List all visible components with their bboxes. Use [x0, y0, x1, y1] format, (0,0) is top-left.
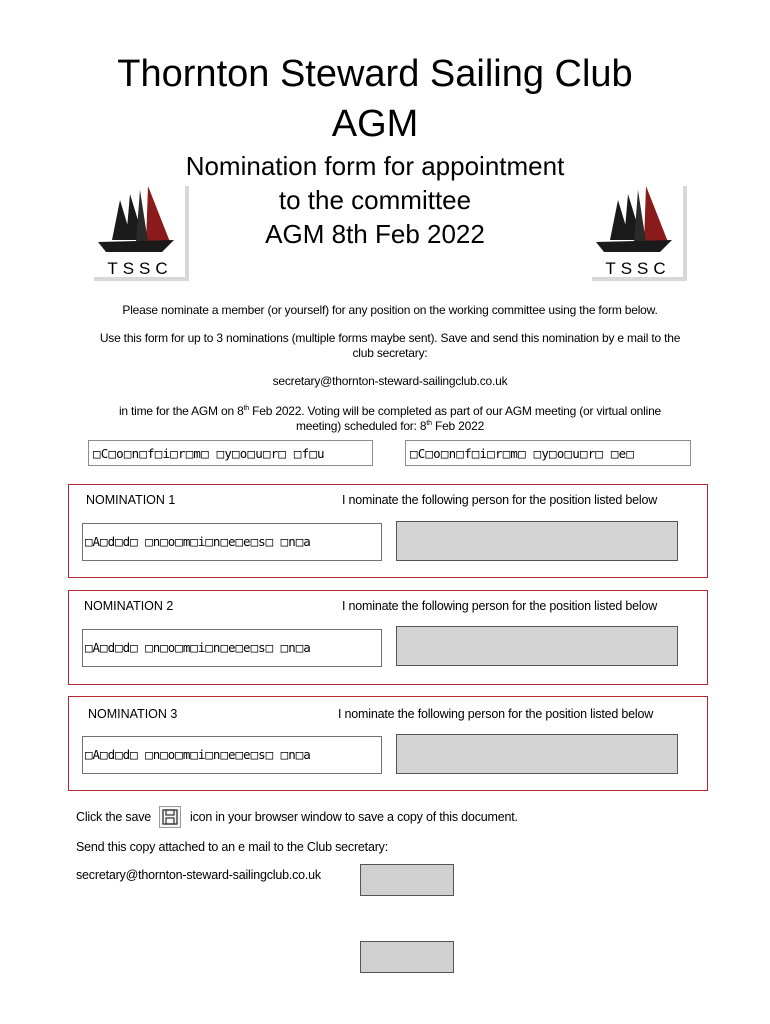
save-instruction-post: icon in your browser window to save a copy of this document. — [190, 810, 518, 824]
hull — [596, 240, 672, 252]
send-instruction: Send this copy attached to an e mail to the Club secretary: — [76, 840, 388, 854]
logo-text: TSSC — [605, 259, 671, 278]
nomination-2-title: NOMINATION 2 — [84, 599, 174, 613]
nomination-1-title: NOMINATION 1 — [86, 493, 176, 507]
secretary-email: secretary@thornton-steward-sailingclub.co.uk — [272, 374, 508, 388]
nomination-2-description: I nominate the following person for the position listed below — [342, 599, 658, 613]
logo-text: TSSC — [107, 259, 173, 278]
confirm-full-name-field[interactable]: □C□o□n□f□i□r□m□ □y□o□u□r□ □f□u — [88, 440, 373, 466]
tssc-logo-right — [588, 182, 688, 282]
nomination-1-name-field[interactable]: □A□d□d□ □n□o□m□i□n□e□e□s□ □n□a — [82, 523, 382, 561]
grey-action-button-2[interactable] — [360, 941, 454, 973]
nomination-3-description: I nominate the following person for the position listed below — [338, 707, 654, 721]
agm-title: AGM — [331, 103, 419, 145]
footer-secretary-email: secretary@thornton-steward-sailingclub.co.uk — [76, 868, 321, 882]
form-subtitle-line1: Nomination form for appointment — [185, 151, 565, 181]
intro-line2a: Use this form for up to 3 nominations (multiple forms maybe sent). Save and send this nomination by e mail to the — [99, 331, 681, 345]
grey-action-button-1[interactable] — [360, 864, 454, 896]
nomination-2-position-field[interactable] — [396, 626, 678, 666]
nomination-3-name-field[interactable]: □A□d□d□ □n□o□m□i□n□e□e□s□ □n□a — [82, 736, 382, 774]
confirm-email-field[interactable]: □C□o□n□f□i□r□m□ □y□o□u□r□ □e□ — [405, 440, 691, 466]
intro-line4b: meeting) scheduled for: 8th Feb 2022 — [295, 419, 485, 433]
save-instruction-pre: Click the save — [76, 810, 152, 824]
nomination-3-position-field[interactable] — [396, 734, 678, 774]
hull — [98, 240, 174, 252]
tssc-logo-left — [90, 182, 190, 282]
nomination-2-name-field[interactable]: □A□d□d□ □n□o□m□i□n□e□e□s□ □n□a — [82, 629, 382, 667]
nomination-1-description: I nominate the following person for the position listed below — [342, 493, 658, 507]
club-title: Thornton Steward Sailing Club — [117, 53, 633, 95]
form-subtitle-line2: to the committee — [278, 185, 472, 215]
nomination-3-title: NOMINATION 3 — [88, 707, 178, 721]
form-subtitle-line3: AGM 8th Feb 2022 — [265, 219, 485, 249]
intro-line2b: club secretary: — [352, 346, 428, 360]
intro-line1: Please nominate a member (or yourself) for any position on the working committee using the form below. — [122, 303, 658, 317]
floppy-disk-icon — [159, 806, 181, 828]
nomination-1-position-field[interactable] — [396, 521, 678, 561]
intro-line4a: in time for the AGM on 8th Feb 2022. Voting will be completed as part of our AGM meeting (or virtual online — [118, 404, 662, 418]
